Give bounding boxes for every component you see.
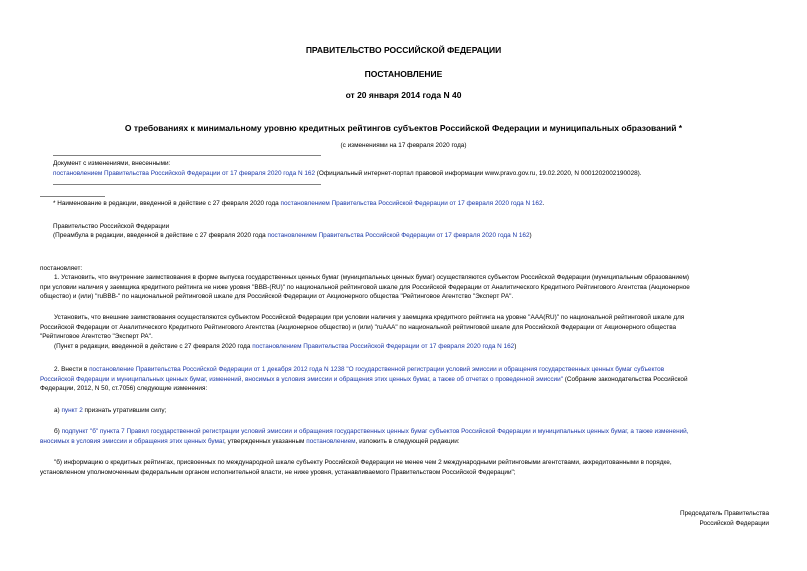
subparagraph-a: а) пункт 2 признать утратившим силу; bbox=[54, 407, 167, 414]
signature-org: Российской Федерации bbox=[699, 520, 769, 527]
government-heading: ПРАВИТЕЛЬСТВО РОССИЙСКОЙ ФЕДЕРАЦИИ bbox=[305, 45, 502, 55]
footnote: * Наименование в редакции, введенной в действие с 27 февраля 2020 года постановлением Правительства Российской Федерации от 17 февраля 2020 года N 162. bbox=[53, 200, 545, 207]
paragraph-1-note: (Пункт в редакции, введенной в действие с 27 февраля 2020 года постановлением Правительства Российской Федерации от 17 февраля 2020 года N 162) bbox=[54, 342, 517, 350]
resolution-1238-link[interactable]: постановление Правительства Российской Федерации от 1 декабря 2012 года N 1238 "О государственной регистрации условий эмиссии и обращения государственных ценных бумаг субъектов bbox=[89, 366, 665, 373]
paragraph-1-note-link[interactable]: постановлением Правительства Российской Федерации от 17 февраля 2020 года N 162 bbox=[252, 342, 515, 350]
changes-label: Документ с изменениями, внесенными: bbox=[53, 160, 171, 167]
subparagraph-b: б) подпункт "б" пункта 7 Правил государственной регистрации условий эмиссии и обращения государственных ценных бумаг субъектов Российской Федерации и муниципальных ценных бумаг, а также изменений, вносимых в условия эмиссии и обращения этих ценных бумаг, утвержденных указанным постановлением, изложить в следующей редакции: bbox=[40, 428, 689, 445]
resolution-1238-link-cont[interactable]: Российской Федерации и муниципальных ценных бумаг, изменений, вносимых в условия эмиссии и обращения этих ценных бумаг, а также об отчетах о проведенной эмиссии" bbox=[40, 375, 563, 383]
changes-source-line bbox=[53, 170, 642, 178]
divider-bottom bbox=[53, 184, 321, 185]
item-2-link[interactable]: пункт 2 bbox=[61, 407, 83, 414]
footnote-text: * Наименование в редакции, введенной в действие с 27 февраля 2020 года bbox=[53, 200, 281, 207]
signature-title: Председатель Правительства bbox=[680, 510, 769, 517]
preamble-link[interactable]: постановлением Правительства Российской Федерации от 17 февраля 2020 года N 162 bbox=[267, 232, 530, 239]
rules-item-7-link[interactable]: подпункт "б" пункта 7 Правил государственной регистрации условий эмиссии и обращения государственных ценных бумаг субъектов Российской Федерации и муниципальных ценных бумаг, а также изменений, bbox=[61, 428, 689, 435]
paragraph-1: 1. Установить, что внутренние заимствования в форме выпуска государственных ценных бумаг (муниципальных ценных бумаг) осуществляются субъектом Российской Федерации (муниципальным образованием) при условии наличия у заемщика кредитного рейтинга не ниже уровня "BBB-(RU)" по национальной рейтинговой шкале для Российской Федерации от Аналитического Кредитного Рейтингового Агентства (Акционерное общество) и (или) "ruBBB-" по национальной рейтинговой шкале для Российской Федерации от Акционерного общества "Рейтинговое Агентство "Эксперт РА". bbox=[40, 274, 690, 301]
document-title: О требованиях к минимальному уровню кредитных рейтингов субъектов Российской Федерации и муниципальных образований * bbox=[124, 123, 683, 133]
rules-item-7-link-cont[interactable]: вносимых в условия эмиссии и обращения этих ценных бумаг bbox=[40, 437, 225, 445]
decrees-word: постановляет: bbox=[40, 265, 83, 272]
paragraph-2: 2. Внести в постановление Правительства Российской Федерации от 1 декабря 2012 года N 1238 "О государственной регистрации условий эмиссии и обращения государственных ценных бумаг субъектов Российской Федерации и муниципальных ценных бумаг, изменений, вносимых в условия эмиссии и обращения этих ценных бумаг, а также об отчетах о проведенной эмиссии" (Собрание законодательства Российской Федерации, 2012, N 50, ст.7056) следующие изменения: bbox=[40, 366, 688, 393]
divider-top bbox=[53, 155, 321, 156]
document-date-number: от 20 января 2014 года N 40 bbox=[345, 90, 462, 100]
document-type: ПОСТАНОВЛЕНИЕ bbox=[364, 69, 443, 79]
footnote-link[interactable]: постановлением Правительства Российской Федерации от 17 февраля 2020 года N 162 bbox=[280, 200, 543, 207]
preamble-government: Правительство Российской Федерации bbox=[53, 223, 170, 230]
quoted-paragraph: "б) информацию о кредитных рейтингах, присвоенных по международной шкале субъекту Российской Федерации не менее чем 2 международными рейтинговыми агентствами, аккредитованными в порядке, установленном уполномоченным федеральным органом исполнительной власти, не ниже уровня, устанавливаемого Правительством Российской Федерации"; bbox=[40, 459, 672, 476]
signature-block bbox=[680, 509, 769, 529]
changes-source: (Официальный интернет-портал правовой информации www.pravo.gov.ru, 19.02.2020, N 0001202002190028). bbox=[315, 170, 642, 177]
footnote-divider bbox=[40, 196, 105, 197]
changes-link[interactable]: постановлением Правительства Российской Федерации от 17 февраля 2020 года N 162 bbox=[53, 170, 316, 177]
resolution-link[interactable]: постановлением bbox=[306, 437, 356, 445]
paragraph-1-external: Установить, что внешние заимствования осуществляются субъектом Российской Федерации при условии наличия у заемщика кредитного рейтинга на уровне "AAA(RU)" по национальной рейтинговой шкале для Российской Федерации от Аналитического Кредитного Рейтингового Агентства (Акционерное общество) и (или) "ruAAA" по национальной рейтинговой шкале для Российской Федерации от Акционерного общества "Рейтинговое Агентство "Эксперт РА". (Пункт в редакции, введенной в действие с 27 февраля 2020 года постановлением Правительства Российской Федерации от 17 февраля 2020 года N 162) bbox=[40, 313, 770, 351]
preamble-note: (Преамбула в редакции, введенной в действие с 27 февраля 2020 года постановлением Правительства Российской Федерации от 17 февраля 2020 года N 162) bbox=[53, 232, 532, 239]
amendments-note: (с изменениями на 17 февраля 2020 года) bbox=[340, 142, 467, 149]
